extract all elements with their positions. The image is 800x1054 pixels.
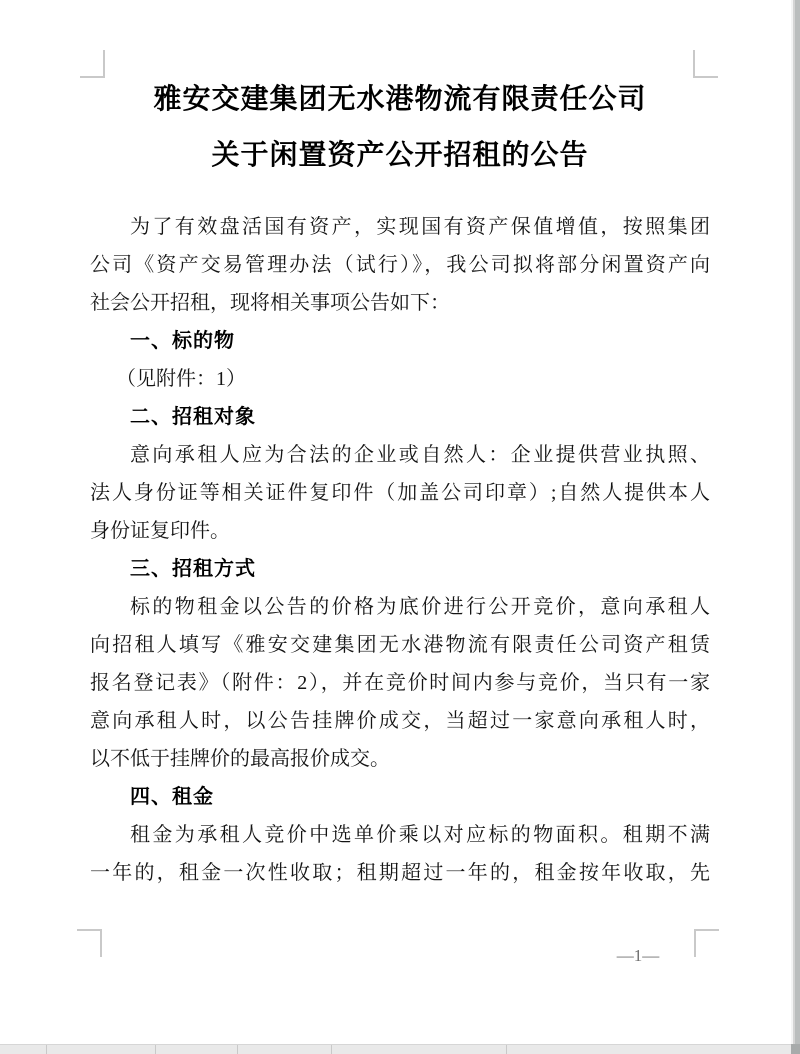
section-heading-2: 二、招租对象 [130, 406, 256, 428]
bottom-bar-divider [331, 1045, 332, 1054]
bottom-bar-divider [506, 1045, 507, 1054]
scrollbar-corner [791, 1044, 800, 1054]
margin-crop-mark-bottom-left [77, 929, 102, 957]
paragraph-line: 法人身份证等相关证件复印件（加盖公司印章）;自然人提供本人 [90, 482, 710, 504]
section-heading-1: 一、标的物 [130, 330, 235, 352]
paragraph-line: 标的物租金以公告的价格为底价进行公开竞价，意向承租人 [130, 596, 710, 618]
bottom-bar[interactable] [0, 1044, 791, 1054]
paragraph-line: 一年的，租金一次性收取；租期超过一年的，租金按年收取，先 [90, 862, 710, 884]
paragraph-line: 身份证复印件。 [90, 520, 230, 542]
bottom-bar-divider [237, 1045, 238, 1054]
section-heading-4: 四、租金 [130, 786, 214, 808]
margin-crop-mark-bottom-right [694, 929, 719, 957]
paragraph-line: 社会公开招租，现将相关事项公告如下： [90, 292, 450, 314]
document-title-line-2: 关于闲置资产公开招租的公告 [211, 140, 589, 171]
document-body [90, 208, 710, 892]
vertical-scrollbar[interactable] [791, 0, 800, 1044]
paragraph-line: 公司《资产交易管理办法（试行）》，我公司拟将部分闲置资产向 [90, 254, 710, 276]
paragraph-line: 报名登记表》（附件：2），并在竞价时间内参与竞价，当只有一家 [90, 672, 710, 694]
paragraph-line: 意向承租人时，以公告挂牌价成交，当超过一家意向承租人时， [90, 710, 710, 732]
bottom-bar-divider [155, 1045, 156, 1054]
paragraph-line: 意向承租人应为合法的企业或自然人：企业提供营业执照、 [130, 444, 710, 466]
paragraph-line: 为了有效盘活国有资产，实现国有资产保值增值，按照集团 [130, 216, 710, 238]
paragraph-line: 向招租人填写《雅安交建集团无水港物流有限责任公司资产租赁 [90, 634, 710, 656]
paragraph-line: 以不低于挂牌价的最高报价成交。 [90, 748, 390, 770]
paragraph-line: 租金为承租人竞价中选单价乘以对应标的物面积。租期不满 [130, 824, 710, 846]
attachment-note: （见附件：1） [116, 368, 246, 390]
bottom-bar-divider [46, 1045, 47, 1054]
section-heading-3: 三、招租方式 [130, 558, 256, 580]
page-number: —1— [616, 946, 660, 965]
document-title-line-1: 雅安交建集团无水港物流有限责任公司 [153, 84, 647, 115]
document-title [90, 72, 710, 184]
